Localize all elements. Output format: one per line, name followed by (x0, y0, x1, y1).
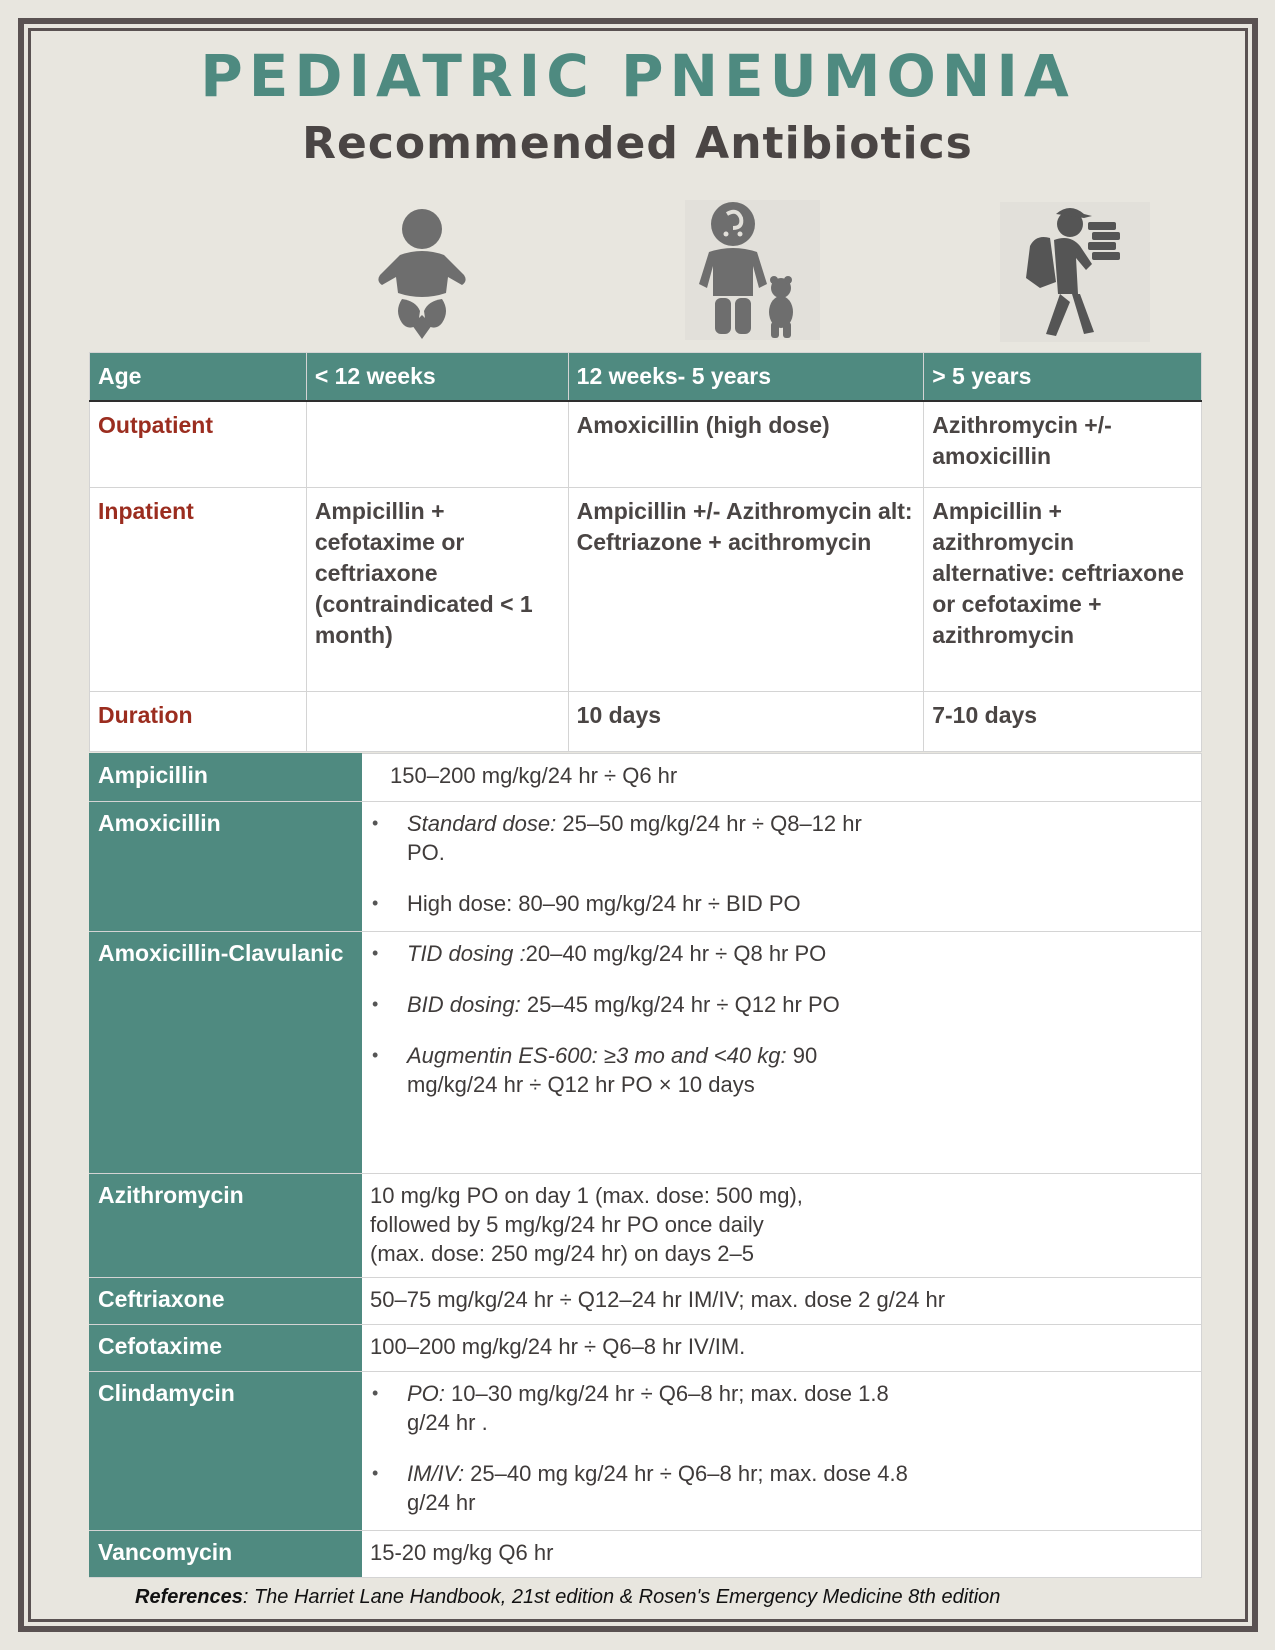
inpatient-label: Inpatient (90, 487, 307, 691)
dose-row-azithromycin (90, 1174, 1202, 1278)
inpatient-12-weeks-5-years: Ampicillin +/- Azithromycin alt: Ceftriazone + acithromycin (568, 487, 924, 691)
schoolchild-with-books-icon (1000, 202, 1150, 342)
outpatient-under-12-weeks (306, 401, 568, 487)
drug-name-amoxicillin: Amoxicillin (90, 802, 362, 932)
age-header-12-weeks-5-years: 12 weeks- 5 years (568, 353, 924, 402)
age-header-row (90, 353, 1202, 402)
page-title: PEDIATRIC PNEUMONIA (200, 42, 1075, 110)
dose-azithromycin (362, 1174, 1202, 1278)
drug-name-amox-clav: Amoxicillin-Clavulanic (90, 932, 362, 1174)
drug-name-clindamycin: Clindamycin (90, 1372, 362, 1531)
inpatient-under-12-weeks: Ampicillin + cefotaxime or ceftriaxone (contraindicated < 1 month) (306, 487, 568, 691)
dose-amoxicillin (362, 802, 1202, 932)
dose-ampicillin: 150–200 mg/kg/24 hr ÷ Q6 hr (362, 754, 1202, 802)
dose-cefotaxime: 100–200 mg/kg/24 hr ÷ Q6–8 hr IV/IM. (362, 1325, 1202, 1372)
toddler-with-teddy-icon (685, 200, 820, 340)
infant-icon (372, 207, 472, 342)
dose-amoxicillin-high: • High dose: 80–90 mg/kg/24 hr ÷ BID PO (370, 889, 1193, 918)
page-subtitle: Recommended Antibiotics (302, 118, 973, 169)
dose-azithromycin-line-1: 10 mg/kg PO on day 1 (max. dose: 500 mg), (370, 1183, 803, 1208)
outpatient-label: Outpatient (90, 401, 307, 487)
age-regimen-table (89, 352, 1202, 752)
dose-row-ceftriaxone (90, 1278, 1202, 1325)
dose-amox-clav (362, 932, 1202, 1174)
dose-amox-clav-tid: • TID dosing :20–40 mg/kg/24 hr ÷ Q8 hr PO (370, 939, 1193, 968)
dose-row-cefotaxime (90, 1325, 1202, 1372)
duration-label: Duration (90, 691, 307, 751)
drug-name-azithromycin: Azithromycin (90, 1174, 362, 1278)
drug-name-cefotaxime: Cefotaxime (90, 1325, 362, 1372)
outpatient-over-5-years: Azithromycin +/- amoxicillin (924, 401, 1202, 487)
dose-amox-clav-bid: • BID dosing: 25–45 mg/kg/24 hr ÷ Q12 hr PO (370, 990, 890, 1019)
dose-azithromycin-line-2: followed by 5 mg/kg/24 hr PO once daily (370, 1212, 764, 1237)
drug-name-ceftriaxone: Ceftriaxone (90, 1278, 362, 1325)
dose-row-amoxicillin (90, 802, 1202, 932)
references-label: References (135, 1586, 243, 1608)
age-header-label: Age (90, 353, 307, 402)
dose-vancomycin: 15-20 mg/kg Q6 hr (362, 1531, 1202, 1578)
dose-azithromycin-line-3: (max. dose: 250 mg/24 hr) on days 2–5 (370, 1241, 754, 1266)
outpatient-row (90, 401, 1202, 487)
age-header-over-5-years: > 5 years (924, 353, 1202, 402)
references-text: : The Harriet Lane Handbook, 21st edition & Rosen's Emergency Medicine 8th edition (242, 1586, 1001, 1608)
dose-clindamycin-im-iv: • IM/IV: 25–40 mg kg/24 hr ÷ Q6–8 hr; max. dose 4.8 g/24 hr (370, 1459, 910, 1517)
dose-row-ampicillin (90, 754, 1202, 802)
dosing-table (89, 753, 1202, 1578)
duration-row (90, 691, 1202, 751)
dose-row-amox-clav (90, 932, 1202, 1174)
age-header-under-12-weeks: < 12 weeks (306, 353, 568, 402)
duration-12-weeks-5-years: 10 days (568, 691, 924, 751)
dose-amox-clav-augmentin: • Augmentin ES-600: ≥3 mo and <40 kg: 90 mg/kg/24 hr ÷ Q12 hr PO × 10 days (370, 1041, 910, 1099)
dose-row-clindamycin (90, 1372, 1202, 1531)
dose-row-vancomycin (90, 1531, 1202, 1578)
dose-amoxicillin-standard: • Standard dose: 25–50 mg/kg/24 hr ÷ Q8–12 hr PO. (370, 809, 890, 867)
duration-under-12-weeks (306, 691, 568, 751)
inpatient-row (90, 487, 1202, 691)
inpatient-over-5-years: Ampicillin + azithromycin alternative: ceftriaxone or cefotaxime + azithromycin (924, 487, 1202, 691)
duration-over-5-years: 7-10 days (924, 691, 1202, 751)
references-footer (135, 1586, 1000, 1609)
dose-clindamycin (362, 1372, 1202, 1531)
dose-clindamycin-po: • PO: 10–30 mg/kg/24 hr ÷ Q6–8 hr; max. dose 1.8 g/24 hr . (370, 1379, 890, 1437)
drug-name-vancomycin: Vancomycin (90, 1531, 362, 1578)
drug-name-ampicillin: Ampicillin (90, 754, 362, 802)
dose-ceftriaxone: 50–75 mg/kg/24 hr ÷ Q12–24 hr IM/IV; max. dose 2 g/24 hr (362, 1278, 1202, 1325)
outpatient-12-weeks-5-years: Amoxicillin (high dose) (568, 401, 924, 487)
